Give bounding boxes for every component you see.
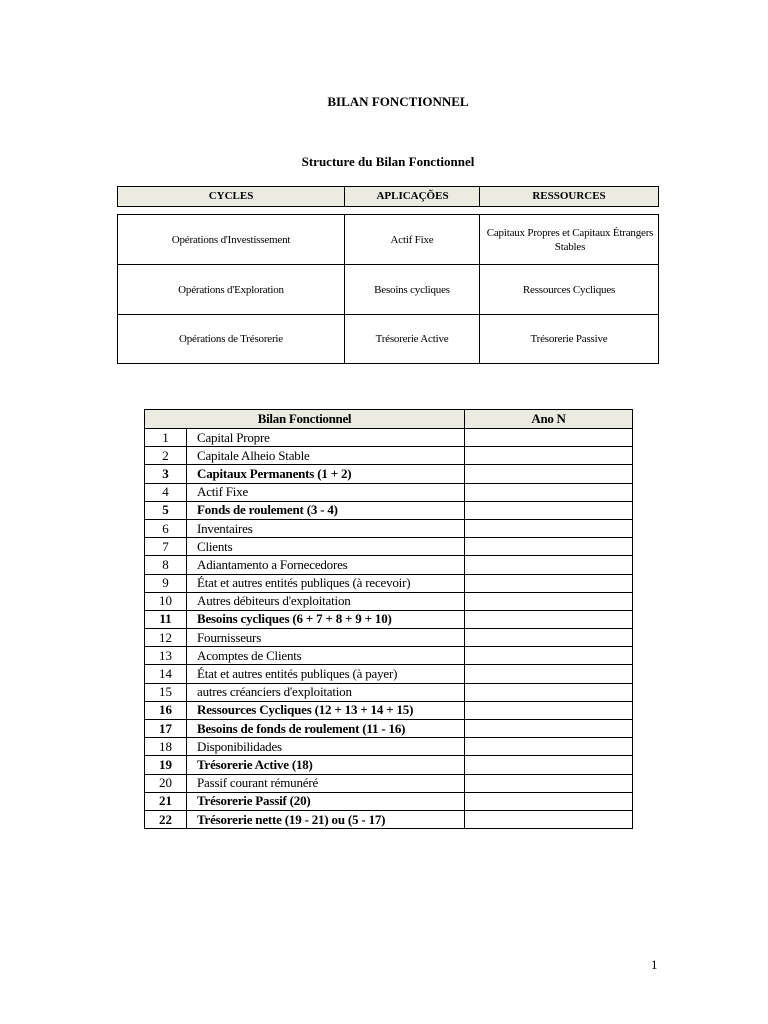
cycle-exploration: Opérations d'Exploration [178, 283, 284, 296]
row-number: 17 [145, 720, 187, 738]
row-number: 16 [145, 701, 187, 719]
ressource-capitaux: Capitaux Propres et Capitaux Étrangers Stables [486, 226, 654, 253]
row-number: 3 [145, 465, 187, 483]
row-label: Disponibilidades [187, 738, 465, 756]
row-value-ano-n [465, 665, 633, 683]
table-row [145, 774, 633, 792]
row-value-ano-n [465, 810, 633, 828]
bilan-header-label: Bilan Fonctionnel [145, 410, 465, 429]
row-value-ano-n [465, 519, 633, 537]
table-row [145, 574, 633, 592]
row-value-ano-n [465, 738, 633, 756]
bilan-header-row [145, 410, 633, 429]
header-aplicacoes: APLICAÇÕES [376, 190, 449, 202]
table-row [145, 629, 633, 647]
table-row [145, 720, 633, 738]
table-row [145, 556, 633, 574]
row-label: Clients [187, 538, 465, 556]
row-label: Besoins cycliques (6 + 7 + 8 + 9 + 10) [187, 610, 465, 628]
row-value-ano-n [465, 501, 633, 519]
row-number: 19 [145, 756, 187, 774]
row-label: Trésorerie nette (19 - 21) ou (5 - 17) [187, 810, 465, 828]
row-number: 4 [145, 483, 187, 501]
row-value-ano-n [465, 720, 633, 738]
row-number: 1 [145, 429, 187, 447]
row-value-ano-n [465, 447, 633, 465]
row-label: Besoins de fonds de roulement (11 - 16) [187, 720, 465, 738]
document-title: BILAN FONCTIONNEL [327, 94, 469, 109]
row-value-ano-n [465, 774, 633, 792]
row-label: Fournisseurs [187, 629, 465, 647]
cycle-investissement: Opérations d'Investissement [171, 233, 291, 246]
table-row [145, 738, 633, 756]
table-row [145, 465, 633, 483]
row-label: Ressources Cycliques (12 + 13 + 14 + 15) [187, 701, 465, 719]
row-label: Fonds de roulement (3 - 4) [187, 501, 465, 519]
bilan-body [145, 429, 633, 829]
table-row [145, 483, 633, 501]
table-row [145, 501, 633, 519]
row-number: 8 [145, 556, 187, 574]
row-number: 15 [145, 683, 187, 701]
structure-title: Structure du Bilan Fonctionnel [301, 154, 475, 169]
application-tresorerie-active: Trésorerie Active [375, 333, 449, 345]
row-value-ano-n [465, 629, 633, 647]
row-label: Capitaux Permanents (1 + 2) [187, 465, 465, 483]
row-number: 21 [145, 792, 187, 810]
row-value-ano-n [465, 647, 633, 665]
row-number: 9 [145, 574, 187, 592]
table-row [145, 683, 633, 701]
row-label: Capital Propre [187, 429, 465, 447]
row-label: Capitale Alheio Stable [187, 447, 465, 465]
row-number: 10 [145, 592, 187, 610]
row-number: 22 [145, 810, 187, 828]
table-row [145, 665, 633, 683]
row-number: 14 [145, 665, 187, 683]
row-label: État et autres entités publiques (à payer) [187, 665, 465, 683]
table-row [145, 610, 633, 628]
row-value-ano-n [465, 701, 633, 719]
table-row [145, 792, 633, 810]
row-value-ano-n [465, 683, 633, 701]
row-label: Trésorerie Passif (20) [187, 792, 465, 810]
ressource-tresorerie-passive: Trésorerie Passive [530, 333, 608, 345]
table-row [145, 538, 633, 556]
row-number: 7 [145, 538, 187, 556]
structure-header [117, 186, 659, 207]
row-value-ano-n [465, 592, 633, 610]
table-row [145, 756, 633, 774]
row-number: 12 [145, 629, 187, 647]
row-value-ano-n [465, 792, 633, 810]
row-label: Acomptes de Clients [187, 647, 465, 665]
row-value-ano-n [465, 610, 633, 628]
application-besoins-cycliques: Besoins cycliques [374, 283, 450, 296]
row-number: 5 [145, 501, 187, 519]
row-value-ano-n [465, 538, 633, 556]
structure-table [117, 214, 659, 364]
cycle-tresorerie: Opérations de Trésorerie [179, 333, 283, 345]
row-value-ano-n [465, 574, 633, 592]
row-value-ano-n [465, 556, 633, 574]
row-value-ano-n [465, 429, 633, 447]
table-row [145, 519, 633, 537]
row-label: autres créanciers d'exploitation [187, 683, 465, 701]
row-number: 11 [145, 610, 187, 628]
bilan-table [144, 409, 633, 829]
row-label: Trésorerie Active (18) [187, 756, 465, 774]
row-value-ano-n [465, 756, 633, 774]
table-row [145, 701, 633, 719]
row-value-ano-n [465, 465, 633, 483]
row-label: Adiantamento a Fornecedores [187, 556, 465, 574]
row-label: Autres débiteurs d'exploitation [187, 592, 465, 610]
row-value-ano-n [465, 483, 633, 501]
row-label: État et autres entités publiques (à recevoir) [187, 574, 465, 592]
table-row [145, 429, 633, 447]
table-row [145, 810, 633, 828]
row-label: Actif Fixe [187, 483, 465, 501]
table-row [145, 592, 633, 610]
row-number: 18 [145, 738, 187, 756]
table-row [145, 447, 633, 465]
ressource-cycliques: Ressources Cycliques [522, 283, 616, 296]
row-number: 13 [145, 647, 187, 665]
table-row [145, 647, 633, 665]
row-number: 6 [145, 519, 187, 537]
row-label: Passif courant rémunéré [187, 774, 465, 792]
page-number: 1 [651, 957, 658, 972]
header-cycles: CYCLES [208, 190, 254, 202]
row-number: 2 [145, 447, 187, 465]
application-actif-fixe: Actif Fixe [390, 233, 434, 246]
header-ressources: RESSOURCES [532, 190, 606, 202]
row-label: Inventaires [187, 519, 465, 537]
row-number: 20 [145, 774, 187, 792]
bilan-header-year: Ano N [465, 410, 633, 429]
